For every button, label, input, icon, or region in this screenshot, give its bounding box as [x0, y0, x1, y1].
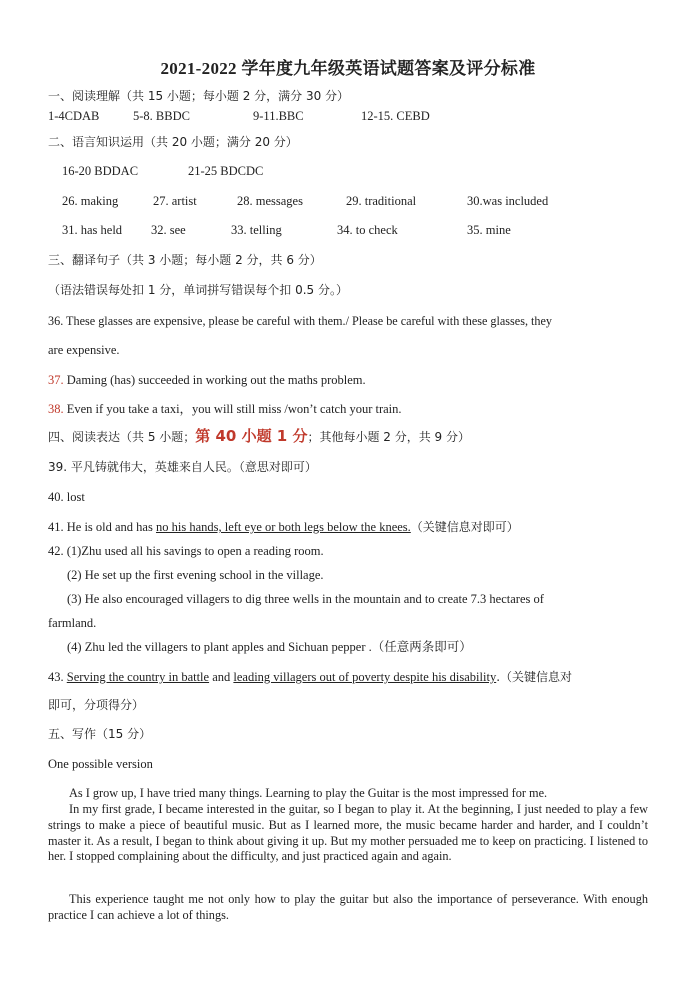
answer-43-note: .（关键信息对 [496, 670, 573, 684]
answer-42-3: (3) He also encouraged villagers to dig three wells in the mountain and to create 7.3 hectares of [67, 592, 544, 606]
answer-26: 26. making [62, 194, 119, 208]
answer-29: 29. traditional [346, 194, 417, 208]
answer-42-1: 42. (1)Zhu used all his savings to open a reading room. [48, 544, 324, 558]
answer-42-3-cont: farmland. [48, 616, 97, 630]
answer-31: 31. has held [62, 223, 123, 237]
answer-36-line2: are expensive. [48, 343, 120, 357]
answer-34: 34. to check [337, 223, 398, 237]
answer-33: 33. telling [231, 223, 282, 237]
answer-43-number: 43. [48, 670, 67, 684]
answer-43-mid: and [209, 670, 234, 684]
answer-41 [48, 519, 519, 535]
answer-21-25: 21-25 BDCDC [188, 164, 264, 178]
answer-27: 27. artist [153, 194, 197, 208]
answer-12-15: 12-15. CEBD [361, 109, 430, 123]
question-38-number: 38. [48, 402, 64, 416]
answer-38 [48, 401, 402, 417]
page-title: 2021-2022 学年度九年级英语试题答案及评分标准 [160, 59, 536, 78]
section-1-heading: 一、阅读理解（共 15 小题；每小题 2 分，满分 30 分） [48, 89, 350, 103]
section-2-heading: 二、语言知识运用（共 20 小题；满分 20 分） [48, 135, 298, 149]
answer-43-key-2: leading villagers out of poverty despite his disability [233, 670, 497, 684]
answer-32: 32. see [151, 223, 186, 237]
section-5-heading: 五、写作（15 分） [48, 727, 152, 741]
answer-36-line1: 36. These glasses are expensive, please be careful with them./ Please be careful with these glasses, they [48, 314, 553, 328]
section-3-heading: 三、翻译句子（共 3 小题；每小题 2 分，共 6 分） [48, 253, 322, 267]
answer-43-note-cont: 即可，分项得分） [48, 698, 145, 712]
answer-42-2: (2) He set up the first evening school in the village. [67, 568, 324, 582]
answer-38-text: Even if you take a taxi，you will still miss /won’t catch your train. [63, 402, 402, 416]
answer-9-11: 9-11.BBC [253, 109, 304, 123]
section-4-heading-highlight: 第 40 小题 1 分 [195, 427, 308, 445]
answer-43 [48, 669, 572, 685]
section-4-heading-a: 四、阅读表达（共 5 小题； [48, 430, 196, 444]
answer-35: 35. mine [467, 223, 511, 237]
answer-37 [48, 372, 366, 388]
answer-40: 40. lost [48, 490, 85, 504]
answer-41-key: no his hands, left eye or both legs below the knees. [155, 520, 411, 534]
answer-30: 30.was included [467, 194, 549, 208]
essay-paragraph-3: This experience taught me not only how to play the guitar but also the importance of perseverance. With enough practice I can achieve a lot of things. [48, 892, 648, 922]
question-37-number: 37. [48, 373, 64, 387]
answer-41-note: （关键信息对即可） [410, 520, 519, 534]
essay-paragraph-1: As I grow up, I have tried many things. Learning to play the Guitar is the most impressed for me. [69, 786, 548, 800]
section-4-heading [48, 428, 470, 445]
section-4-heading-b: ；其他每小题 2 分，共 9 分） [307, 430, 470, 444]
answer-1-4: 1-4CDAB [48, 109, 100, 123]
answer-5-8: 5-8. BBDC [133, 109, 190, 123]
answer-42-4: (4) Zhu led the villagers to plant apples and Sichuan pepper .（任意两条即可） [67, 640, 472, 654]
grading-note: （语法错误每处扣 1 分，单词拼写错误每个扣 0.5 分。） [48, 283, 348, 297]
answer-37-text: Daming (has) succeeded in working out the maths problem. [63, 373, 366, 387]
answer-16-20: 16-20 BDDAC [62, 164, 139, 178]
answer-28: 28. messages [237, 194, 303, 208]
essay-paragraph-2: In my first grade, I became interested in the guitar, so I began to play it. At the beginning, I just needed to play a few strings to make a piece of beautiful music. But as I learned more, the music became harder and harder, and I couldn’t master it. As a result, I began to think about giving it up. But my mother persuaded me to keep on practicing. I listened to her. I stopped complaining about the difficulty, and just practiced again and again. [48, 802, 648, 864]
answer-41-lead: 41. He is old and has [48, 520, 156, 534]
answer-43-key-1: Serving the country in battle [66, 670, 210, 684]
sample-label: One possible version [48, 757, 153, 771]
answer-39: 39. 平凡铸就伟大，英雄来自人民。（意思对即可） [48, 460, 317, 474]
